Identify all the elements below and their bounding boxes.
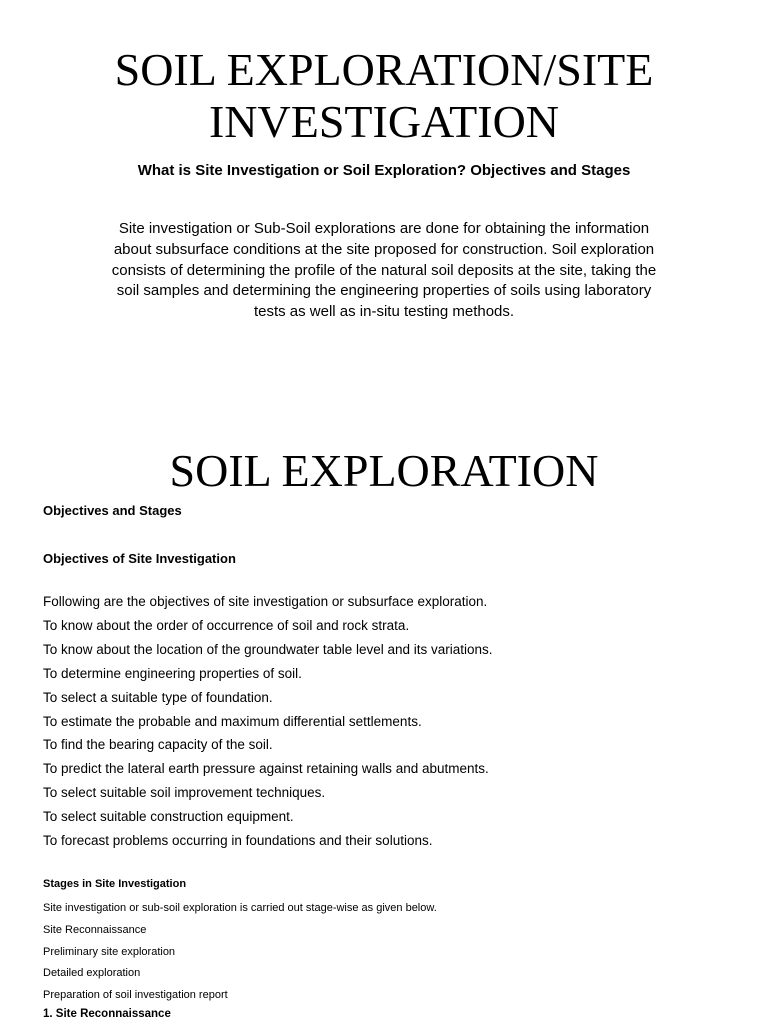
list-item: To find the bearing capacity of the soil.	[43, 737, 273, 753]
intro-paragraph: Site investigation or Sub-Soil explorations are done for obtaining the information about subsurface conditions at the site proposed for construction. Soil exploration consists of determining the profile of the natural soil deposits at the site, taking the soil samples and determining the engineering properties of soils using laboratory tests as well as in-situ testing methods.	[111, 220, 657, 321]
site-reconnaissance-heading: 1. Site Reconnaissance	[43, 1008, 171, 1020]
list-item: To know about the location of the groundwater table level and its variations.	[43, 641, 493, 657]
list-item: Site Reconnaissance	[43, 923, 147, 936]
list-item: Site investigation or sub-soil exploration is carried out stage-wise as given below.	[43, 902, 437, 914]
stages-list	[43, 898, 437, 1007]
list-item: To select suitable soil improvement techniques.	[43, 785, 326, 801]
list-item: Following are the objectives of site investigation or subsurface exploration.	[43, 594, 488, 609]
section-title: SOIL EXPLORATION	[169, 445, 599, 496]
objectives-and-stages-heading: Objectives and Stages	[43, 503, 182, 518]
list-item: To forecast problems occurring in foundations and their solutions.	[43, 833, 433, 849]
list-item: To know about the order of occurrence of soil and rock strata.	[43, 617, 410, 633]
stages-heading: Stages in Site Investigation	[43, 878, 187, 890]
list-item: To predict the lateral earth pressure against retaining walls and abutments.	[43, 761, 489, 777]
objectives-list	[43, 590, 493, 853]
objectives-heading: Objectives of Site Investigation	[43, 551, 236, 566]
list-item: Preparation of soil investigation report	[43, 989, 228, 1002]
list-item: Detailed exploration	[43, 967, 141, 980]
document-title: SOIL EXPLORATION/SITE INVESTIGATION	[114, 44, 654, 147]
document-subtitle: What is Site Investigation or Soil Exploration? Objectives and Stages	[137, 162, 631, 179]
list-item: To estimate the probable and maximum differential settlements.	[43, 713, 422, 729]
list-item: To select suitable construction equipment.	[43, 809, 294, 825]
list-item: To select a suitable type of foundation.	[43, 689, 273, 705]
list-item: Preliminary site exploration	[43, 945, 176, 958]
list-item: To determine engineering properties of soil.	[43, 665, 302, 681]
